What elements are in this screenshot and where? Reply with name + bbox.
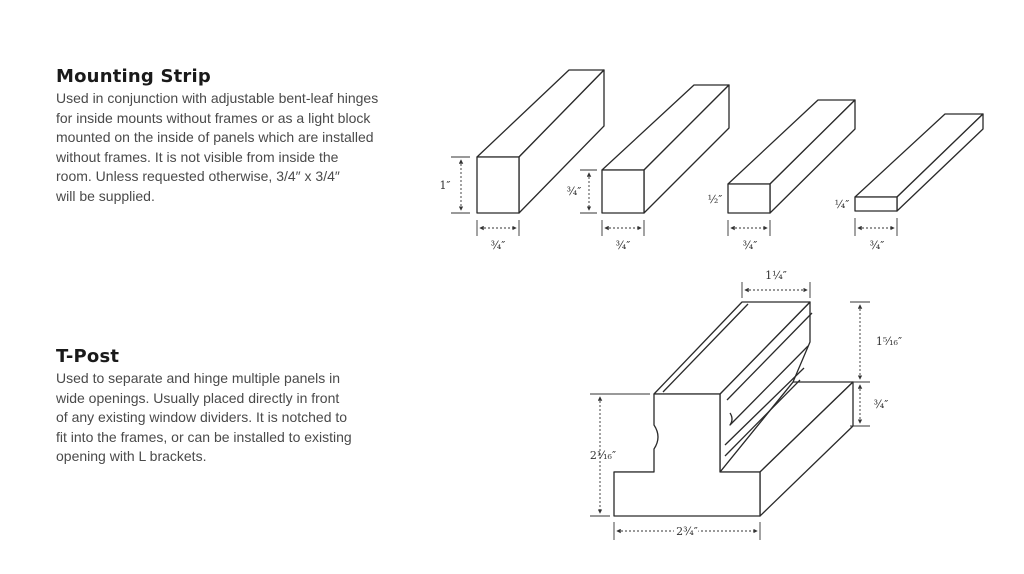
t-post-upper-height-label: 1⁵⁄₁₆″: [875, 335, 903, 348]
strip-4-height-label: ¼″: [834, 198, 850, 211]
t-post-total-height-label: 2¹⁄₁₆″: [589, 449, 617, 462]
strip-2-height-label: ¾″: [566, 185, 582, 198]
strip-1-width-label: ¾″: [490, 239, 506, 252]
mounting-strip-4-drawing: [855, 114, 983, 236]
strip-3-width-label: ¾″: [742, 239, 758, 252]
t-post-top-width-label: 1¼″: [765, 269, 787, 282]
t-post-step-height-label: ¾″: [873, 398, 889, 411]
strip-2-width-label: ¾″: [615, 239, 631, 252]
strip-4-width-label: ¾″: [869, 239, 885, 252]
mounting-strip-1-drawing: [451, 70, 604, 236]
strip-3-height-label: ½″: [707, 193, 723, 206]
t-post-title: T-Post: [56, 346, 120, 367]
t-post-base-width-label: 2¾″: [676, 525, 698, 538]
strip-1-height-label: 1″: [439, 179, 451, 192]
mounting-strip-description: Used in conjunction with adjustable bent-leaf hinges for inside mounts without frames or as a light block mounted on the inside of panels which are installed without frames. It is not visible from inside the room. Unless requested otherwise, 3/4″ x 3/4″ will be supplied.: [56, 90, 379, 204]
t-post-description: Used to separate and hinge multiple panels in wide openings. Usually placed directly in front of any existing window dividers. It is notched to fit into the frames, or can be installed to existing opening with L brackets.: [56, 370, 352, 464]
t-post-drawing: [590, 282, 870, 540]
mounting-strip-title: Mounting Strip: [56, 66, 211, 87]
mounting-strip-3-drawing: [728, 100, 855, 236]
